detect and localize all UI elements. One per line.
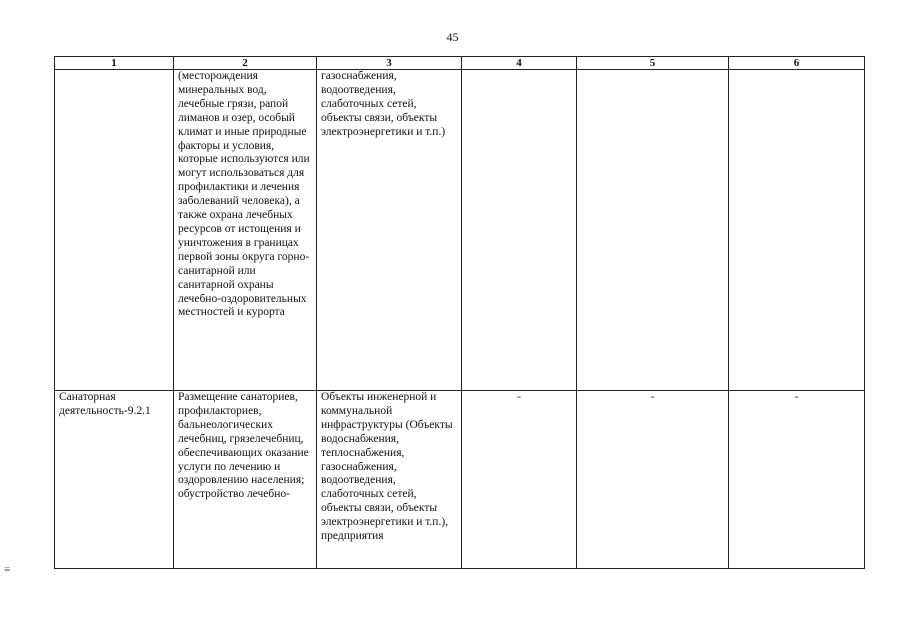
- table-cell: -: [462, 391, 577, 569]
- header-col-3: 3: [317, 57, 462, 70]
- regulations-table: [54, 56, 865, 569]
- table-cell: газоснабжения, водоотведения, слаботочных сетей, объекты связи, объекты электроэнергетики и т.п.): [317, 70, 462, 391]
- table-cell: [729, 70, 865, 391]
- table-cell: Санаторная деятельность-9.2.1: [55, 391, 174, 569]
- header-col-1: 1: [55, 57, 174, 70]
- table-cell: Объекты инженерной и коммунальной инфраструктуры (Объекты водоснабжения, теплоснабжения, газоснабжения, водоотведения, слаботочных сетей, объекты связи, объекты электроэнергетики и т.п.), предприятия: [317, 391, 462, 569]
- table-cell: -: [729, 391, 865, 569]
- table-cell: -: [577, 391, 729, 569]
- table-cell: [577, 70, 729, 391]
- header-col-2: 2: [174, 57, 317, 70]
- header-col-5: 5: [577, 57, 729, 70]
- margin-mark: ≡: [4, 564, 11, 576]
- table-cell: (месторождения минеральных вод, лечебные грязи, рапой лиманов и озер, особый климат и иные природные факторы и условия, которые используются или могут использоваться для профилактики и лечения заболеваний человека), а также охрана лечебных ресурсов от истощения и уничтожения в границах первой зоны округа горно-санитарной или санитарной охраны лечебно-оздоровительных местностей и курорта: [174, 70, 317, 391]
- table-cell: Размещение санаториев, профилакториев, бальнеологических лечебниц, грязелечебниц, обеспечивающих оказание услуги по лечению и оздоровлению населения; обустройство лечебно-: [174, 391, 317, 569]
- table-cell: [462, 70, 577, 391]
- table-row: [55, 70, 865, 391]
- table-row: [55, 391, 865, 569]
- header-row: [55, 57, 865, 70]
- table-cell: [55, 70, 174, 391]
- page-number: 45: [446, 30, 459, 44]
- header-col-4: 4: [462, 57, 577, 70]
- header-col-6: 6: [729, 57, 865, 70]
